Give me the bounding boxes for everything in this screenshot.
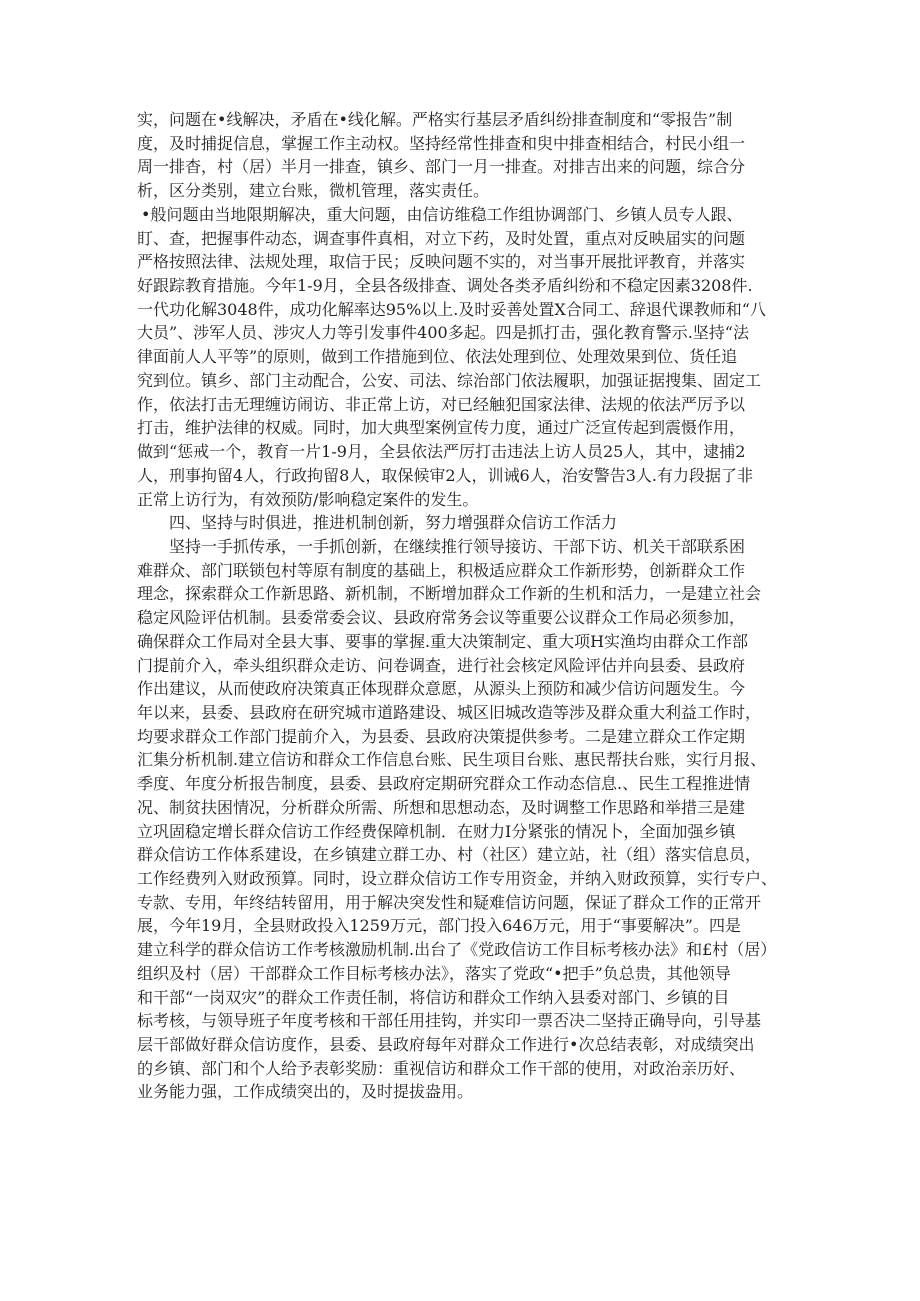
text-line: 工作经费列入财政预算。同时，设立群众信访工作专用资金，并纳入财政预算，实行专户、 (137, 869, 778, 888)
text-line: 的乡镇、部门和个人给予表彰奖励：重视信访和群众工作干部的使用，对政治亲历好、 (137, 1058, 746, 1078)
text-line: 好跟踪教育措施。今年1-9月，全县各级排查、调处各类矛盾纠纷和不稳定因素3208件. (137, 276, 753, 296)
text-line: 实，问题在•线解决，矛盾在•线化解。严格实行基层矛盾纠纷排查制度和“零报告”制 (137, 110, 733, 129)
text-line: 稳定风险评估机制。县委常委会议、县政府常务会议等重要公议群众工作局必须参加， (137, 608, 746, 628)
text-line: 作出建议，从而使政府决策真正体现群众意愿，从源头上预防和减少信访问题发生。今 (137, 679, 746, 699)
text-line: 严格按照法律、法规处理，取信于民；反映问题不实的，对当事开展批评教育，并落实 (137, 252, 746, 272)
text-line: 均要求群众工作部门提前介入，为县委、县政府决策提供参考。二是建立群众工作定期 (137, 726, 746, 746)
section-heading: 四、坚持与时俱进，推进机制创新，努力增强群众信访工作活力 (169, 513, 618, 533)
text-line: 季度、年度分析报告制度，县委、县政府定期研究群众工作动态信息.、民生工程推进情 (137, 774, 751, 794)
text-line: 打击，维护法律的权威。同时，加大典型案例宣传力度，通过广泛宣传起到震慑作用， (137, 418, 746, 438)
text-line: 年以来，县委、县政府在研究城市道路建设、城区旧城改造等涉及群众重大利益工作时， (137, 702, 762, 722)
text-line: 正常上访行为，有效预防/影响稳定案件的发生。 (137, 489, 479, 509)
text-line: 专款、专用，年终结转留用，用于解决突发性和疑难信访问题，保证了群众工作的正常开 (137, 892, 762, 912)
text-line: 一代功化解3048件，成功化解率达95%以上.及时妥善处置X合同工、辞退代课教师和“八 (137, 299, 766, 319)
text-line: 况、制贫扶困情况，分析群众所需、所想和思想动态，及时调整工作思路和举措三是建 (137, 797, 746, 817)
text-line: 究到位。镇乡、部门主动配合，公安、司法、综治部门依法履职，加强证据搜集、固定工 (137, 370, 762, 390)
text-line: 汇集分析机制.建立信访和群众工作信息台账、民生项目台账、惠民帮扶台账，实行月报、 (137, 750, 767, 770)
text-line: 大员”、涉军人员、涉灾人力等引发事件400多起。四是抓打击，强化教育警示.坚持“法 (137, 323, 749, 343)
text-line: 展，今年19月，全县财政投入1259万元，部门投入646万元，用于“事要解决”。四是 (137, 916, 741, 936)
text-line: 盯、查，把握事件动态，调查事件真相，对立下药，及时处置，重点对反映届实的问题 (137, 228, 746, 248)
text-line: 难群众、部门联锁包村等原有制度的基础上，积极适应群众工作新形势，创新群众工作 (137, 560, 746, 580)
text-line: •般问题由当地限期解决，重大问题，由信访维稳工作组协调部门、乡镇人员专人跟、 (141, 204, 743, 224)
text-line: 周一排杳，村（居）半月一排查，镇乡、部门一月一排查。对排吉出来的问题，综合分 (137, 157, 746, 177)
text-line: 层干部做好群众信访度作，县委、县政府每年对群众工作进行•次总结表彰，对成绩突出 (137, 1035, 755, 1055)
text-line: 门提前介入，牵头组织群众走访、问卷调查，进行社会核定风险评估并向县委、县政府 (137, 655, 746, 675)
text-line: 确保群众工作局对全县大事、要事的掌握.重大决策制定、重大项H实渔均由群众工作部 (137, 631, 749, 651)
document-body (137, 108, 797, 1104)
text-line: 组织及村（居）干部群众工作目标考核办法》，落实了党政“•把手”负总贵，其他领导 (137, 963, 731, 983)
text-line: 人，刑事拘留4人，行政拘留8人，取保候审2人，训诫6人，治安警告3人.有力段据了非 (137, 465, 753, 485)
text-line: 和干部“一岗双灾”的群众工作责任制，将信访和群众工作纳入县委对部门、乡镇的目 (137, 987, 730, 1007)
text-line: 坚持一手抓传承，一手抓创新，在继续推行领导接访、干部下访、机关干部联系困 (169, 536, 746, 556)
text-line: 析，区分类别，建立台账，微机管理，落实责任。 (137, 181, 490, 201)
text-line: 立巩固稳定增长群众信访工作经费保障机制．在财力I分紧张的情况卜，全面加强乡镇 (137, 821, 736, 841)
text-line: 建立科学的群众信访工作考核激励机制.出台了《党政信访工作目标考核办法》和£村（居） (137, 940, 777, 960)
text-line: 业务能力强，工作成绩突出的，及时提拔盎用。 (137, 1082, 474, 1102)
text-line: 做到“惩戒一个，教育一片1-9月，全县依法严厉打击违法上访人员25人，其中，逮捕2 (137, 442, 746, 462)
text-line: 作，依法打击无理缠访闹访、非正常上访，对已经触犯国家法律、法规的依法严厉予以 (137, 394, 746, 414)
text-line: 理念，探索群众工作新思路、新机制，不断增加群众工作新的生机和活力，一是建立社会 (137, 584, 762, 604)
text-line: 律面前人人平等”的原则，做到工作措施到位、依法处理到位、处理效果到位、货任追 (137, 347, 738, 367)
text-line: 标考核，与领导班子年度考核和干部任用挂钩，并实印一票否决二坚持正确导向，引导基 (137, 1011, 762, 1031)
text-line: 群众信访工作体系建设，在乡镇建立群工办、村（社区）建立站，社（组）落实信息员， (137, 845, 762, 865)
text-line: 度，及时捕捉信息，掌握工作主动权。坚持经常性排查和臾中排查相结合，村民小组一 (137, 133, 746, 153)
